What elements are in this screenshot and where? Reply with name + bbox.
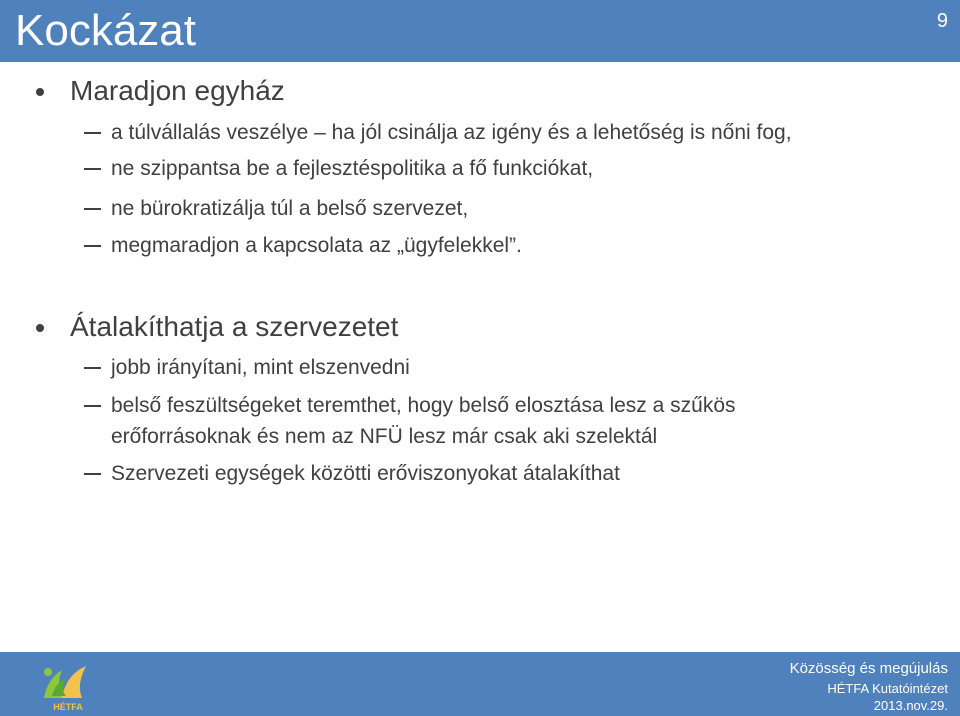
slide-title: Kockázat [15, 6, 196, 55]
bullet-icon [36, 324, 44, 332]
slide-number: 9 [936, 10, 948, 32]
sub-bullet-text: belső feszültségeket teremthet, hogy belső elosztása lesz a szűkös [111, 394, 736, 417]
dash-icon [84, 245, 101, 247]
sub-bullet-text: erőforrásoknak és nem az NFÜ lesz már csak aki szelektál [111, 425, 658, 448]
sub-bullet-text: Szervezeti egységek közötti erőviszonyokat átalakíthat [111, 462, 620, 485]
sub-bullet-text: megmaradjon a kapcsolata az „ügyfelekkel”. [111, 234, 522, 257]
footer-organization: HÉTFA Kutatóintézet [827, 681, 948, 696]
sub-bullet-text: ne szippantsa be a fejlesztéspolitika a fő funkciókat, [111, 157, 594, 180]
sub-bullet-text: a túlvállalás veszélye – ha jól csinálja az igény és a lehetőség is nőni fog, [111, 121, 792, 144]
bullet-icon [36, 88, 44, 96]
footer-title: Közösség és megújulás [789, 660, 948, 677]
sub-bullet-text: jobb irányítani, mint elszenvedni [111, 356, 410, 379]
bullet-text: Átalakíthatja a szervezetet [70, 311, 399, 342]
dash-icon [84, 168, 101, 170]
footer-date: 2013.nov.29. [873, 698, 948, 713]
hetfa-logo [36, 658, 98, 712]
dash-icon [84, 208, 101, 210]
dash-icon [84, 473, 101, 475]
dash-icon [84, 132, 101, 134]
dash-icon [84, 405, 101, 407]
logo-text: HÉTFA [53, 702, 83, 712]
bullet-text: Maradjon egyház [70, 75, 285, 106]
sub-bullet-text: ne bürokratizálja túl a belső szervezet, [111, 197, 469, 220]
dash-icon [84, 367, 101, 369]
